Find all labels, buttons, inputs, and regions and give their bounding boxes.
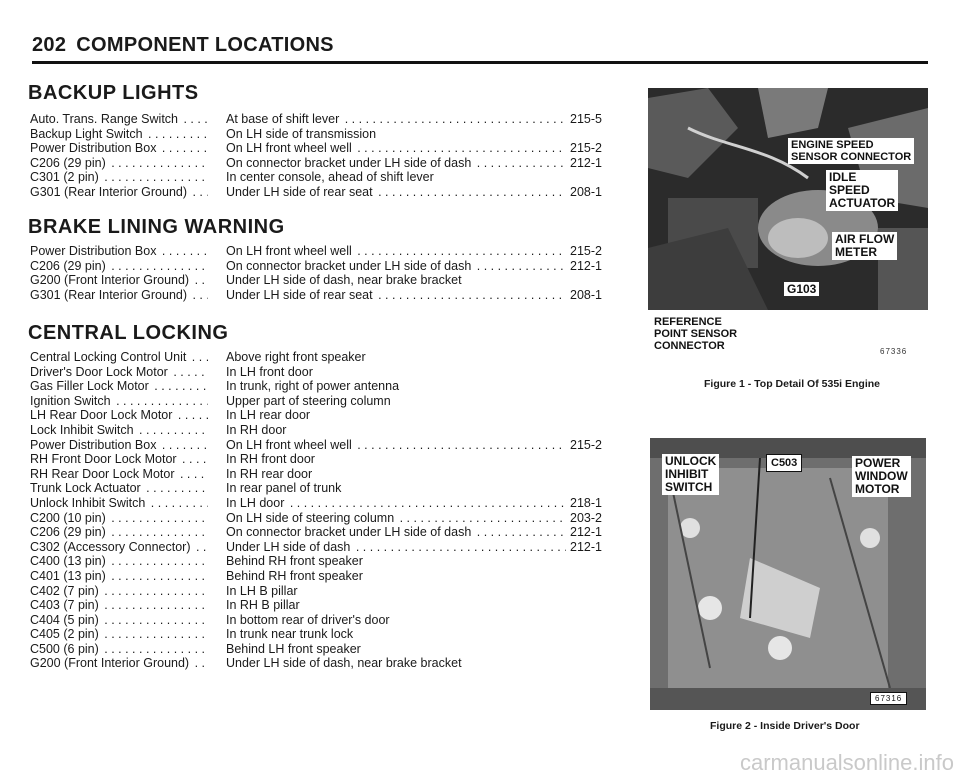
component-location bbox=[226, 554, 566, 569]
component-name bbox=[30, 365, 208, 380]
component-location-text: In LH door bbox=[226, 495, 285, 510]
component-name-text: C405 (2 pin) bbox=[30, 627, 99, 642]
component-location-text: On LH side of transmission bbox=[226, 126, 377, 141]
component-name bbox=[30, 613, 208, 628]
component-location bbox=[226, 452, 566, 467]
list-item bbox=[30, 540, 610, 555]
component-name bbox=[30, 496, 208, 511]
component-name-text: Gas Filler Lock Motor bbox=[30, 379, 149, 394]
component-location-text: In LH B pillar bbox=[226, 583, 298, 598]
component-location bbox=[226, 408, 566, 423]
component-name bbox=[30, 656, 208, 671]
component-location-text: At base of shift lever bbox=[226, 112, 340, 126]
list-item bbox=[30, 452, 610, 467]
component-location-text: In trunk near trunk lock bbox=[226, 627, 354, 642]
component-location bbox=[226, 141, 566, 156]
list-item bbox=[30, 394, 610, 409]
list-item bbox=[30, 584, 610, 599]
component-location bbox=[226, 511, 566, 526]
component-location bbox=[226, 525, 566, 540]
list-item bbox=[30, 627, 610, 642]
list-item bbox=[30, 438, 610, 453]
backup-lights-list bbox=[30, 112, 610, 200]
component-location bbox=[226, 569, 566, 584]
list-item bbox=[30, 273, 610, 288]
component-name-text: Power Distribution Box bbox=[30, 244, 157, 258]
component-name bbox=[30, 423, 208, 438]
component-location-text: Behind RH front speaker bbox=[226, 554, 363, 569]
component-location bbox=[226, 423, 566, 438]
component-location-text: On connector bracket under LH side of dash bbox=[226, 258, 472, 273]
component-name-text: Lock Inhibit Switch bbox=[30, 422, 134, 437]
page-reference: 215-2 bbox=[570, 141, 602, 156]
component-name-text: RH Rear Door Lock Motor bbox=[30, 466, 175, 481]
component-name bbox=[30, 170, 208, 185]
component-location bbox=[226, 467, 566, 482]
component-name bbox=[30, 627, 208, 642]
list-item bbox=[30, 244, 610, 259]
component-name bbox=[30, 112, 208, 127]
component-location-text: In bottom rear of driver's door bbox=[226, 612, 390, 627]
component-name-text: C403 (7 pin) bbox=[30, 598, 99, 613]
component-name bbox=[30, 584, 208, 599]
page-reference: 218-1 bbox=[570, 495, 602, 510]
section-title-backup-lights: BACKUP LIGHTS bbox=[28, 82, 199, 104]
page-reference: 215-2 bbox=[570, 244, 602, 258]
component-location bbox=[226, 259, 566, 274]
component-name-text: C400 (13 pin) bbox=[30, 554, 106, 569]
component-name bbox=[30, 379, 208, 394]
page-reference: 203-2 bbox=[570, 510, 602, 525]
component-name bbox=[30, 127, 208, 142]
unlock-inhibit-switch-callout: UNLOCK INHIBIT SWITCH bbox=[662, 454, 719, 495]
component-location-text: On connector bracket under LH side of dash bbox=[226, 155, 472, 170]
component-name-text: C401 (13 pin) bbox=[30, 568, 106, 583]
component-location bbox=[226, 350, 566, 365]
list-item bbox=[30, 569, 610, 584]
component-name-text: G301 (Rear Interior Ground) bbox=[30, 287, 188, 302]
component-location bbox=[226, 394, 566, 409]
component-name-text: Central Locking Control Unit bbox=[30, 350, 187, 364]
list-item bbox=[30, 598, 610, 613]
list-item bbox=[30, 656, 610, 671]
component-location bbox=[226, 642, 566, 657]
component-name-text: Power Distribution Box bbox=[30, 437, 157, 452]
list-item bbox=[30, 156, 610, 171]
component-name bbox=[30, 185, 208, 200]
component-name-text: Unlock Inhibit Switch bbox=[30, 495, 146, 510]
component-name-text: G200 (Front Interior Ground) bbox=[30, 656, 190, 671]
component-location bbox=[226, 438, 566, 453]
component-location-text: In RH front door bbox=[226, 452, 315, 467]
component-name-text: C500 (6 pin) bbox=[30, 641, 99, 656]
component-name-text: C301 (2 pin) bbox=[30, 170, 99, 185]
component-location-text: Behind LH front speaker bbox=[226, 641, 361, 656]
component-name-text: Driver's Door Lock Motor bbox=[30, 364, 168, 379]
component-location bbox=[226, 656, 566, 671]
component-location bbox=[226, 496, 566, 511]
component-location bbox=[226, 540, 566, 555]
list-item bbox=[30, 525, 610, 540]
component-location-text: Under LH side of dash, near brake bracket bbox=[226, 656, 462, 671]
component-location-text: On LH front wheel well bbox=[226, 141, 352, 156]
component-location bbox=[226, 244, 566, 259]
list-item bbox=[30, 365, 610, 380]
component-location-text: In rear panel of trunk bbox=[226, 481, 342, 496]
component-name-text: C404 (5 pin) bbox=[30, 612, 99, 627]
component-name bbox=[30, 554, 208, 569]
section-title-central-locking: CENTRAL LOCKING bbox=[28, 322, 229, 344]
list-item bbox=[30, 185, 610, 200]
brake-lining-list bbox=[30, 244, 610, 302]
list-item bbox=[30, 467, 610, 482]
component-name bbox=[30, 642, 208, 657]
list-item bbox=[30, 141, 610, 156]
page-title: COMPONENT LOCATIONS bbox=[76, 34, 334, 56]
component-location-text: In center console, ahead of shift lever bbox=[226, 170, 434, 185]
section-title-brake-lining: BRAKE LINING WARNING bbox=[28, 216, 285, 238]
page-reference: 208-1 bbox=[570, 287, 602, 302]
component-location bbox=[226, 127, 566, 142]
component-location-text: Under LH side of dash bbox=[226, 539, 351, 554]
component-location bbox=[226, 598, 566, 613]
component-name-text: G301 (Rear Interior Ground) bbox=[30, 184, 188, 199]
g103-callout: G103 bbox=[784, 282, 819, 296]
figure-1-photo-id: 67336 bbox=[880, 347, 908, 356]
component-location-text: In trunk, right of power antenna bbox=[226, 379, 400, 394]
component-name bbox=[30, 156, 208, 171]
figure-2-photo bbox=[650, 438, 926, 710]
component-location bbox=[226, 112, 566, 127]
page-reference: 212-1 bbox=[570, 155, 602, 170]
c503-callout: C503 bbox=[766, 454, 802, 472]
component-name-text: C200 (10 pin) bbox=[30, 510, 106, 525]
component-name-text: C206 (29 pin) bbox=[30, 155, 106, 170]
component-name bbox=[30, 452, 208, 467]
component-location-text: Under LH side of rear seat bbox=[226, 287, 373, 302]
list-item bbox=[30, 408, 610, 423]
component-name-text: Ignition Switch bbox=[30, 393, 111, 408]
component-name bbox=[30, 569, 208, 584]
list-item bbox=[30, 127, 610, 142]
component-name bbox=[30, 244, 208, 259]
component-location bbox=[226, 170, 566, 185]
component-location bbox=[226, 379, 566, 394]
list-item bbox=[30, 170, 610, 185]
page-reference: 212-1 bbox=[570, 258, 602, 273]
page-reference: 215-2 bbox=[570, 437, 602, 452]
page-reference: 212-1 bbox=[570, 539, 602, 554]
page-reference: 215-5 bbox=[570, 112, 602, 126]
list-item bbox=[30, 496, 610, 511]
component-name-text: C402 (7 pin) bbox=[30, 583, 99, 598]
reference-point-sensor-callout: REFERENCE POINT SENSOR CONNECTOR bbox=[654, 316, 738, 352]
component-location-text: Under LH side of dash, near brake bracket bbox=[226, 273, 462, 288]
component-name-text: Trunk Lock Actuator bbox=[30, 481, 141, 496]
component-location bbox=[226, 185, 566, 200]
component-name-text: Power Distribution Box bbox=[30, 141, 157, 156]
component-name-text: Auto. Trans. Range Switch bbox=[30, 112, 178, 126]
component-name bbox=[30, 481, 208, 496]
component-name-text: Backup Light Switch bbox=[30, 126, 143, 141]
component-location bbox=[226, 156, 566, 171]
list-item bbox=[30, 613, 610, 628]
component-location-text: In RH B pillar bbox=[226, 598, 300, 613]
watermark: carmanualsonline.info bbox=[739, 750, 954, 775]
component-location-text: Under LH side of rear seat bbox=[226, 184, 373, 199]
air-flow-meter-callout: AIR FLOW METER bbox=[832, 232, 897, 260]
power-window-motor-callout: POWER WINDOW MOTOR bbox=[852, 456, 911, 497]
list-item bbox=[30, 288, 610, 303]
component-name bbox=[30, 511, 208, 526]
list-item bbox=[30, 350, 610, 365]
list-item bbox=[30, 511, 610, 526]
figure-2-photo-id: 67316 bbox=[870, 692, 907, 705]
component-name bbox=[30, 288, 208, 303]
component-location bbox=[226, 584, 566, 599]
component-name-text: C206 (29 pin) bbox=[30, 258, 106, 273]
component-location-text: In LH front door bbox=[226, 364, 313, 379]
page-number: 202 bbox=[32, 34, 67, 56]
figure-1-caption: Figure 1 - Top Detail Of 535i Engine bbox=[704, 378, 880, 390]
component-name-text: G200 (Front Interior Ground) bbox=[30, 273, 190, 288]
component-location-text: In LH rear door bbox=[226, 408, 311, 423]
list-item bbox=[30, 642, 610, 657]
component-location-text: In RH rear door bbox=[226, 466, 313, 481]
component-name bbox=[30, 467, 208, 482]
component-name bbox=[30, 350, 208, 365]
figure-1-photo bbox=[648, 88, 928, 310]
component-location bbox=[226, 365, 566, 380]
figure-2-caption: Figure 2 - Inside Driver's Door bbox=[710, 720, 860, 732]
page-reference: 208-1 bbox=[570, 184, 602, 199]
component-location bbox=[226, 288, 566, 303]
page-header bbox=[32, 34, 334, 57]
component-location bbox=[226, 613, 566, 628]
component-name bbox=[30, 438, 208, 453]
list-item bbox=[30, 481, 610, 496]
component-name bbox=[30, 273, 208, 288]
list-item bbox=[30, 112, 610, 127]
component-location-text: In RH door bbox=[226, 422, 287, 437]
component-location bbox=[226, 273, 566, 288]
component-name bbox=[30, 540, 208, 555]
engine-speed-sensor-callout: ENGINE SPEED SENSOR CONNECTOR bbox=[788, 138, 914, 164]
component-location-text: On connector bracket under LH side of dash bbox=[226, 525, 472, 540]
component-location bbox=[226, 627, 566, 642]
component-name bbox=[30, 598, 208, 613]
component-location-text: On LH front wheel well bbox=[226, 244, 352, 258]
header-rule bbox=[32, 61, 928, 64]
component-name-text: RH Front Door Lock Motor bbox=[30, 452, 177, 467]
component-name-text: C206 (29 pin) bbox=[30, 525, 106, 540]
component-location bbox=[226, 481, 566, 496]
idle-speed-actuator-callout: IDLE SPEED ACTUATOR bbox=[826, 170, 898, 211]
list-item bbox=[30, 379, 610, 394]
component-name bbox=[30, 525, 208, 540]
central-locking-list bbox=[30, 350, 610, 671]
component-name-text: C302 (Accessory Connector) bbox=[30, 539, 191, 554]
list-item bbox=[30, 554, 610, 569]
list-item bbox=[30, 259, 610, 274]
component-name bbox=[30, 394, 208, 409]
component-name bbox=[30, 408, 208, 423]
component-location-text: On LH front wheel well bbox=[226, 437, 352, 452]
component-name bbox=[30, 141, 208, 156]
page-reference: 212-1 bbox=[570, 525, 602, 540]
component-location-text: Above right front speaker bbox=[226, 350, 366, 364]
component-name bbox=[30, 259, 208, 274]
list-item bbox=[30, 423, 610, 438]
component-location-text: On LH side of steering column bbox=[226, 510, 395, 525]
component-name-text: LH Rear Door Lock Motor bbox=[30, 408, 173, 423]
component-location-text: Behind RH front speaker bbox=[226, 568, 363, 583]
component-location-text: Upper part of steering column bbox=[226, 393, 391, 408]
